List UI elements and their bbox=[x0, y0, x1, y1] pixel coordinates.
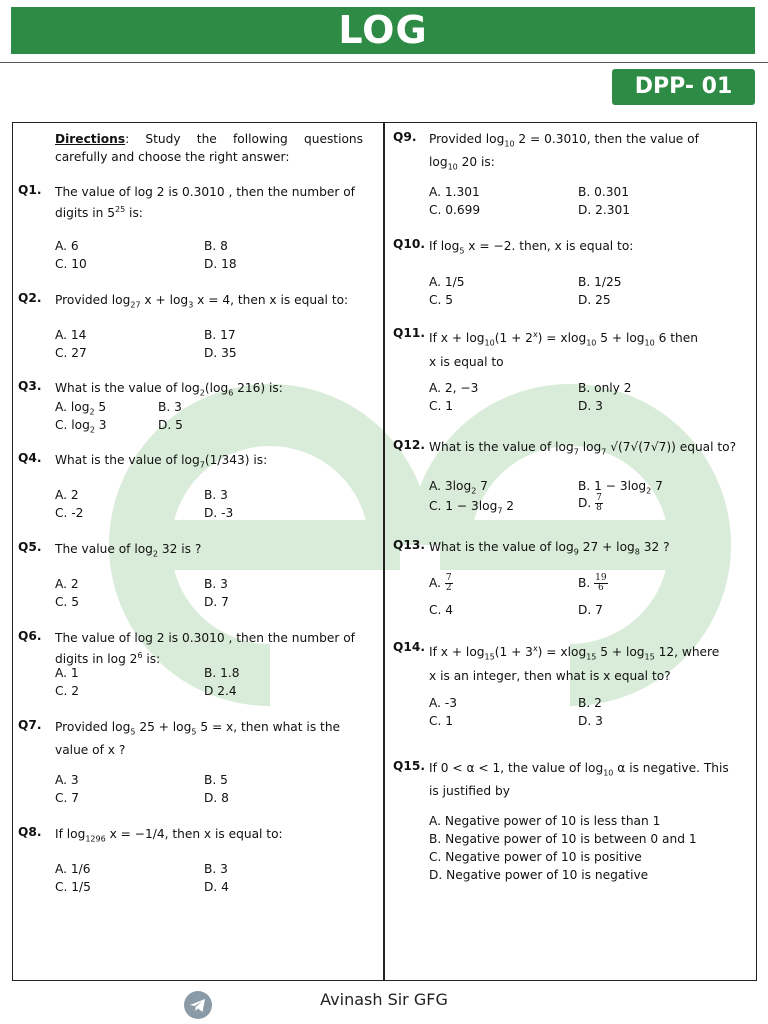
question-number: Q7. bbox=[18, 718, 42, 732]
option-b[interactable]: B. 3 bbox=[204, 577, 228, 591]
option-d[interactable]: D. 35 bbox=[204, 346, 237, 360]
q-text: Provided log bbox=[55, 720, 131, 734]
option-d[interactable]: D. 18 bbox=[204, 257, 237, 271]
option-b[interactable]: B. 1.8 bbox=[204, 666, 240, 680]
q-text: x is an integer, then what is x equal to? bbox=[429, 668, 671, 683]
question-text bbox=[55, 825, 363, 848]
option-b[interactable]: B. 0.301 bbox=[578, 185, 629, 199]
option-d[interactable] bbox=[578, 494, 603, 513]
q-text: ) = xlog bbox=[537, 331, 587, 346]
q-text: α is negative. This bbox=[613, 761, 729, 775]
question-number: Q4. bbox=[18, 451, 42, 465]
q-text: What is the value of log bbox=[429, 540, 574, 554]
fraction bbox=[594, 574, 607, 593]
q-sub: 10 bbox=[603, 768, 614, 778]
q-sub: 2 bbox=[152, 549, 158, 559]
question-text bbox=[55, 451, 363, 474]
option-c[interactable]: C. 27 bbox=[55, 346, 87, 360]
q-text: If log bbox=[55, 827, 86, 841]
q-text: If log bbox=[429, 239, 460, 253]
question-text bbox=[55, 718, 365, 759]
option-c[interactable]: C. 5 bbox=[55, 595, 80, 609]
fraction-numerator: 7 bbox=[596, 493, 602, 503]
question-text bbox=[55, 291, 363, 314]
option-tail: 7 bbox=[476, 479, 488, 493]
question-number: Q2. bbox=[18, 291, 42, 305]
q-text: What is the value of log bbox=[429, 440, 574, 454]
option-b[interactable] bbox=[578, 574, 608, 593]
option-b[interactable]: B. 3 bbox=[158, 400, 182, 414]
q-sub: 5 bbox=[130, 727, 136, 737]
q-text: √(7√(7√7)) equal to? bbox=[606, 440, 737, 454]
option-sub: 2 bbox=[89, 425, 95, 435]
directions bbox=[55, 130, 363, 166]
option-a[interactable]: A. 1/6 bbox=[55, 862, 91, 876]
option-c[interactable]: C. 1 bbox=[429, 714, 454, 728]
q-text: 32 is ? bbox=[158, 542, 202, 556]
option-c[interactable]: C. 10 bbox=[55, 257, 87, 271]
question-text bbox=[429, 130, 739, 177]
q-text: x + log bbox=[140, 293, 189, 307]
option-text: D. bbox=[578, 496, 596, 510]
fraction-denominator: 2 bbox=[445, 583, 452, 593]
q-text: Provided log bbox=[55, 293, 131, 307]
option-a[interactable]: A. 1/5 bbox=[429, 275, 465, 289]
q-text: ) = xlog bbox=[537, 645, 587, 660]
q-sub: 10 bbox=[484, 338, 495, 348]
q-text: What is the value of log bbox=[55, 381, 200, 395]
option-c[interactable]: C. 5 bbox=[429, 293, 454, 307]
option-b[interactable]: B. 5 bbox=[204, 773, 228, 787]
q-text: x is equal to bbox=[429, 354, 504, 369]
option-a[interactable]: A. -3 bbox=[429, 696, 458, 710]
option-d[interactable]: D. Negative power of 10 is negative bbox=[429, 868, 649, 882]
q-sub: 15 bbox=[644, 652, 655, 662]
option-d[interactable]: D. 4 bbox=[204, 880, 229, 894]
option-tail: 5 bbox=[94, 400, 107, 414]
q-text: (1 + 2 bbox=[494, 331, 533, 346]
question-number: Q14. bbox=[393, 640, 425, 654]
option-text: C. log bbox=[55, 418, 90, 432]
q-sup: 6 bbox=[137, 651, 143, 660]
q-text: Provided log bbox=[429, 132, 505, 146]
option-a[interactable]: A. Negative power of 10 is less than 1 bbox=[429, 814, 661, 828]
q-text: What is the value of log bbox=[55, 453, 200, 467]
question-text bbox=[429, 538, 741, 561]
option-c[interactable]: C. 0.699 bbox=[429, 203, 481, 217]
option-sub: 2 bbox=[89, 407, 95, 417]
q-text: log bbox=[429, 155, 448, 170]
option-text: C. 1 − 3log bbox=[429, 499, 498, 513]
q-sup: x bbox=[532, 330, 538, 339]
q-text: (1 + 3 bbox=[494, 645, 533, 660]
option-sub: 2 bbox=[471, 486, 477, 496]
dpp-badge: DPP- 01 bbox=[612, 69, 755, 105]
q-text: If 0 < α < 1, the value of log bbox=[429, 761, 604, 775]
q-text: 20 is: bbox=[457, 155, 495, 170]
q-text-line: The value of log 2 is 0.3010 , then the number of bbox=[55, 631, 355, 645]
question-text bbox=[55, 540, 363, 563]
q-sub: 3 bbox=[188, 300, 194, 310]
option-sub: 2 bbox=[646, 486, 652, 496]
question-number: Q6. bbox=[18, 629, 42, 643]
option-c[interactable] bbox=[429, 497, 514, 520]
q-text: 216) is: bbox=[233, 381, 283, 395]
option-b[interactable]: B. 2 bbox=[578, 696, 602, 710]
q-sup: 25 bbox=[115, 205, 126, 214]
option-b[interactable]: B. 17 bbox=[204, 328, 236, 342]
q-text: If x + log bbox=[429, 645, 485, 660]
option-d[interactable]: D. 7 bbox=[578, 603, 603, 617]
question-number: Q8. bbox=[18, 825, 42, 839]
q-text: If x + log bbox=[429, 331, 485, 346]
q-text: 32 ? bbox=[639, 540, 670, 554]
q-sub: 7 bbox=[573, 447, 579, 457]
question-text bbox=[429, 438, 741, 461]
option-tail: 7 bbox=[651, 479, 663, 493]
q-sub: 9 bbox=[573, 547, 579, 557]
question-text bbox=[429, 759, 741, 800]
option-c[interactable]: C. 4 bbox=[429, 603, 454, 617]
directions-text: : Study the following questions carefully and choose the right answer: bbox=[55, 132, 363, 164]
option-b[interactable]: B. 3 bbox=[204, 488, 228, 502]
option-d[interactable]: D 2.4 bbox=[204, 684, 237, 698]
option-d[interactable]: D. 5 bbox=[158, 418, 183, 432]
option-text: A. 3log bbox=[429, 479, 472, 493]
question-number: Q5. bbox=[18, 540, 42, 554]
option-d[interactable]: D. 25 bbox=[578, 293, 611, 307]
fraction bbox=[595, 494, 603, 513]
fraction-numerator: 19 bbox=[595, 573, 607, 583]
fraction-denominator: 8 bbox=[596, 503, 602, 513]
question-number: Q12. bbox=[393, 438, 425, 452]
q-sub: 10 bbox=[447, 162, 458, 172]
question-number: Q1. bbox=[18, 183, 42, 197]
option-tail: 2 bbox=[502, 499, 515, 513]
option-c[interactable]: C. Negative power of 10 is positive bbox=[429, 850, 642, 864]
option-text: A. bbox=[429, 576, 445, 590]
question-number: Q9. bbox=[393, 130, 417, 144]
option-d[interactable]: D. 3 bbox=[578, 714, 603, 728]
q-sub: 7 bbox=[601, 447, 607, 457]
option-c[interactable]: C. 1 bbox=[429, 399, 454, 413]
q-text: (log bbox=[204, 381, 229, 395]
q-text-line: is: bbox=[125, 206, 143, 221]
question-text bbox=[429, 326, 741, 371]
option-d[interactable]: D. 8 bbox=[204, 791, 229, 805]
q-sub: 15 bbox=[484, 652, 495, 662]
option-d[interactable]: D. 7 bbox=[204, 595, 229, 609]
option-a[interactable]: A. 14 bbox=[55, 328, 87, 342]
option-a[interactable]: A. 1.301 bbox=[429, 185, 480, 199]
option-b[interactable]: B. only 2 bbox=[578, 381, 632, 395]
question-text bbox=[55, 183, 363, 222]
option-text: B. bbox=[578, 576, 595, 590]
option-tail: 3 bbox=[94, 418, 107, 432]
q-text-line: digits in log 2 bbox=[55, 652, 138, 667]
q-sub: 5 bbox=[191, 727, 197, 737]
option-a[interactable]: A. 6 bbox=[55, 239, 79, 253]
option-text: A. log bbox=[55, 400, 90, 414]
option-a[interactable]: A. 1 bbox=[55, 666, 79, 680]
q-text: log bbox=[578, 440, 602, 454]
q-text: 12, where bbox=[654, 645, 720, 660]
header-rule bbox=[0, 62, 768, 63]
question-number: Q11. bbox=[393, 326, 425, 340]
option-a[interactable]: A. 2 bbox=[55, 577, 79, 591]
question-text bbox=[429, 640, 741, 685]
q-sub: 7 bbox=[199, 460, 205, 470]
option-a[interactable]: A. 2, −3 bbox=[429, 381, 479, 395]
option-a[interactable]: A. 2 bbox=[55, 488, 79, 502]
question-text bbox=[429, 237, 739, 260]
fraction bbox=[445, 574, 453, 593]
q-sub: 10 bbox=[586, 338, 597, 348]
q-sub: 27 bbox=[130, 300, 141, 310]
option-text: B. 1 − 3log bbox=[578, 479, 647, 493]
option-b[interactable]: B. 8 bbox=[204, 239, 228, 253]
q-text: is justified by bbox=[429, 784, 510, 799]
q-text: 6 then bbox=[654, 331, 698, 346]
fraction-denominator: 6 bbox=[597, 583, 604, 593]
option-b[interactable]: B. 3 bbox=[204, 862, 228, 876]
option-sub: 7 bbox=[497, 506, 503, 516]
option-b[interactable]: B. 1/25 bbox=[578, 275, 622, 289]
q-text: (1/343) is: bbox=[204, 453, 268, 467]
option-d[interactable]: D. -3 bbox=[204, 506, 234, 520]
q-text: 5 + log bbox=[596, 331, 645, 346]
q-text: 2 = 0.3010, then the value of bbox=[514, 132, 699, 146]
directions-label: Directions bbox=[55, 132, 126, 146]
option-c[interactable]: C. 1/5 bbox=[55, 880, 91, 894]
q-text: value of x ? bbox=[55, 743, 126, 758]
question-number: Q13. bbox=[393, 538, 425, 552]
q-sub: 6 bbox=[228, 388, 234, 398]
option-d[interactable]: D. 3 bbox=[578, 399, 603, 413]
q-sub: 1296 bbox=[85, 834, 106, 844]
q-text: 25 + log bbox=[135, 720, 192, 734]
question-text bbox=[55, 629, 365, 668]
option-a[interactable]: A. 3 bbox=[55, 773, 79, 787]
q-text: x = 4, then x is equal to: bbox=[193, 293, 349, 307]
option-c[interactable]: C. 2 bbox=[55, 684, 80, 698]
footer-author: Avinash Sir GFG bbox=[320, 990, 448, 1009]
column-divider bbox=[383, 122, 385, 980]
question-number: Q15. bbox=[393, 759, 425, 773]
q-text: 27 + log bbox=[578, 540, 635, 554]
option-a[interactable] bbox=[429, 574, 453, 593]
fraction-numerator: 7 bbox=[445, 573, 452, 583]
option-c[interactable]: C. 7 bbox=[55, 791, 80, 805]
q-text-line: digits in 5 bbox=[55, 206, 115, 221]
q-sub: 10 bbox=[504, 139, 515, 149]
question-number: Q10. bbox=[393, 237, 425, 251]
page-title: LOG bbox=[338, 8, 428, 52]
option-b[interactable]: B. Negative power of 10 is between 0 and 1 bbox=[429, 832, 697, 846]
q-sub: 15 bbox=[586, 652, 597, 662]
q-sub: 2 bbox=[199, 388, 205, 398]
q-sup: x bbox=[532, 644, 538, 653]
q-text: 5 = x, then what is the bbox=[196, 720, 341, 734]
q-text-line: is: bbox=[142, 652, 161, 667]
q-text-line: The value of log 2 is 0.3010 , then the number of bbox=[55, 185, 355, 199]
q-text: The value of log bbox=[55, 542, 153, 556]
q-sub: 5 bbox=[459, 246, 465, 256]
option-d[interactable]: D. 2.301 bbox=[578, 203, 631, 217]
q-sub: 8 bbox=[634, 547, 640, 557]
q-sub: 10 bbox=[644, 338, 655, 348]
question-number: Q3. bbox=[18, 379, 42, 393]
q-text: x = −1/4, then x is equal to: bbox=[105, 827, 283, 841]
option-c[interactable] bbox=[55, 416, 107, 439]
q-text: 5 + log bbox=[596, 645, 645, 660]
q-text: x = −2. then, x is equal to: bbox=[464, 239, 634, 253]
page-title-banner bbox=[11, 7, 755, 54]
option-c[interactable]: C. -2 bbox=[55, 506, 84, 520]
